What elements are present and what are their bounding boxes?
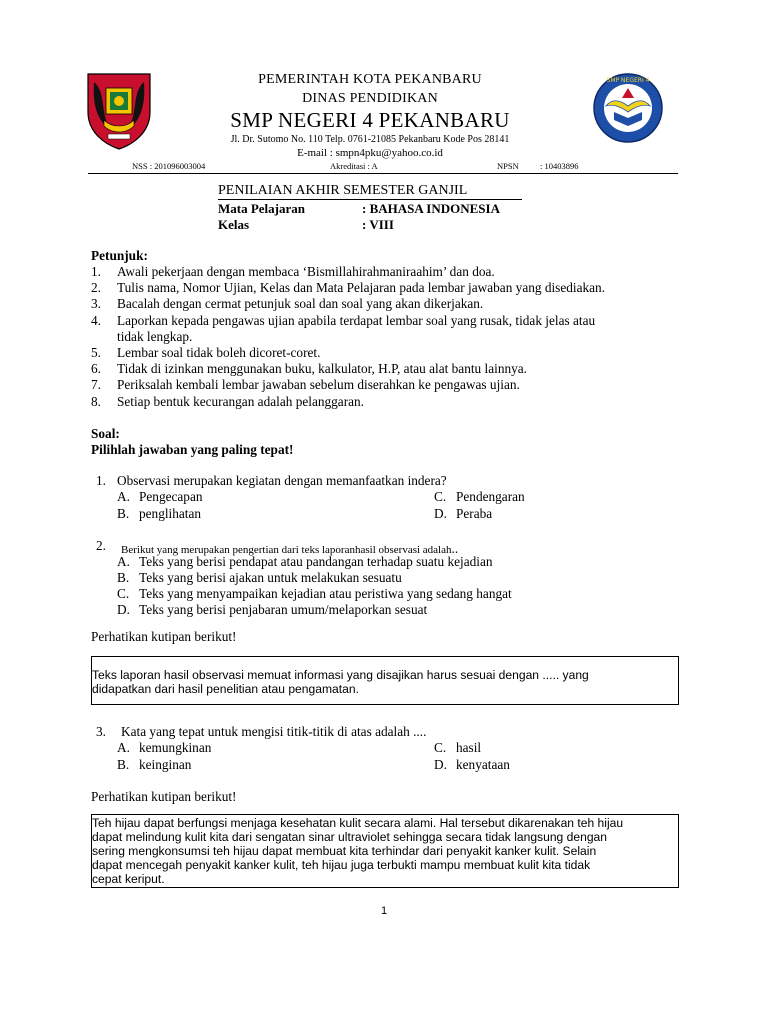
header-government: PEMERINTAH KOTA PEKANBARU — [258, 72, 482, 87]
excerpt-box — [91, 656, 679, 705]
instruction-number: 3. — [91, 296, 101, 311]
instruction-text: Tulis nama, Nomor Ujian, Kelas dan Mata Pelajaran pada lembar jawaban yang disediakan. — [117, 280, 606, 295]
header-nss: NSS : 201096003004 — [132, 161, 206, 171]
question-number: 3. — [96, 724, 106, 739]
emblem-text: SMP NEGERI 4 — [606, 77, 650, 84]
excerpt-intro: Perhatikan kutipan berikut! — [91, 789, 237, 804]
instruction-number: 7. — [91, 377, 101, 392]
instruction-continuation: tidak lengkap. — [117, 329, 193, 344]
option-letter: D. — [434, 757, 447, 772]
excerpt-line: Teks laporan hasil observasi memuat informasi yang disajikan harus sesuai dengan ..... yang — [92, 668, 589, 682]
instruction-number: 8. — [91, 394, 101, 409]
header-address: Jl. Dr. Sutomo No. 110 Telp. 0761-21085 Pekanbaru Kode Pos 28141 — [230, 134, 510, 145]
answer-option-d[interactable] — [434, 506, 492, 522]
option-letter: B. — [117, 757, 130, 772]
excerpt-line: dapat mencegah penyakit kanker kulit, teh hijau juga terbukti mampu membuat kulit kita tidak — [92, 858, 591, 872]
answer-option-b[interactable] — [117, 570, 402, 586]
instruction-number: 5. — [91, 345, 101, 360]
question-number: 2. — [96, 538, 106, 553]
option-text: keinginan — [139, 757, 192, 772]
instruction-number: 1. — [91, 264, 101, 279]
option-text: Pengecapan — [139, 489, 203, 504]
instruction-text: Setiap bentuk kecurangan adalah pelanggaran. — [117, 394, 364, 409]
question-text: Observasi merupakan kegiatan dengan memanfaatkan indera? — [117, 473, 447, 488]
instruction-item — [91, 264, 691, 280]
class-label: Kelas — [218, 217, 250, 232]
header-npsn-label: NPSN — [497, 161, 519, 171]
option-text: Teks yang berisi penjabaran umum/melaporkan sesuat — [139, 602, 428, 617]
excerpt-line: didapatkan dari hasil penelitian atau pengamatan. — [92, 682, 359, 696]
question-text-end: .. — [451, 541, 459, 556]
question-text: Berikut yang merupakan pengertian dari teks laporanhasil observasi adalah — [121, 544, 452, 556]
instruction-text: Lembar soal tidak boleh dicoret-coret. — [117, 345, 321, 360]
excerpt-line: sering mengkonsumsi teh hijau dapat membuat kita terhindar dari penyakit kanker kulit. Selain — [92, 844, 597, 858]
instruction-text: Periksalah kembali lembar jawaban sebelum diserahkan ke pengawas ujian. — [117, 377, 520, 392]
option-letter: C. — [117, 586, 130, 601]
header-department: DINAS PENDIDIKAN — [302, 91, 438, 106]
option-letter: D. — [434, 506, 447, 521]
header-npsn-value: : 10403896 — [540, 161, 579, 171]
excerpt-line: cepat keriput. — [92, 872, 165, 886]
answer-option-a[interactable] — [117, 740, 211, 756]
header-email: E-mail : smpn4pku@yahoo.co.id — [297, 147, 443, 159]
option-letter: B. — [117, 570, 130, 585]
excerpt-line: dapat melindung kulit kita dari sengatan sinar ultraviolet sehingga secara tidak langsung dengan — [92, 830, 607, 844]
question-text: Kata yang tepat untuk mengisi titik-titik di atas adalah .... — [121, 724, 427, 739]
option-text: penglihatan — [139, 506, 202, 521]
answer-option-c[interactable] — [434, 489, 525, 505]
header-accreditation: Akreditasi : A — [330, 161, 378, 171]
instruction-text: Bacalah dengan cermat petunjuk soal dan soal yang akan dikerjakan. — [117, 296, 484, 311]
subject-label: Mata Pelajaran — [218, 201, 306, 216]
answer-option-d[interactable] — [117, 602, 427, 618]
header-rule — [88, 173, 678, 174]
option-letter: D. — [117, 602, 130, 617]
soal-heading: Soal: — [91, 426, 120, 441]
excerpt-box — [91, 814, 679, 888]
excerpt-intro: Perhatikan kutipan berikut! — [91, 629, 237, 644]
question-number: 1. — [96, 473, 106, 488]
school-emblem-logo — [592, 72, 664, 144]
option-text: kenyataan — [456, 757, 510, 772]
subject-value: : BAHASA INDONESIA — [362, 201, 500, 216]
option-letter: A. — [117, 554, 130, 569]
instruction-text: Awali pekerjaan dengan membaca ‘Bismillahirahmaniraahim’ dan doa. — [117, 264, 495, 279]
instructions-heading: Petunjuk: — [91, 248, 148, 263]
page-number: 1 — [380, 905, 388, 917]
exam-title: PENILAIAN AKHIR SEMESTER GANJIL — [218, 183, 468, 198]
answer-option-c[interactable] — [434, 740, 481, 756]
instruction-text: Tidak di izinkan menggunakan buku, kalkulator, H.P, atau alat bantu lainnya. — [117, 361, 527, 376]
option-text: Teks yang berisi pendapat atau pandangan terhadap suatu kejadian — [139, 554, 493, 569]
instruction-number: 6. — [91, 361, 101, 376]
instruction-item — [91, 280, 711, 296]
option-letter: A. — [117, 489, 130, 504]
instruction-item — [91, 377, 691, 393]
answer-option-c[interactable] — [117, 586, 512, 602]
option-text: Pendengaran — [456, 489, 525, 504]
instruction-number: 2. — [91, 280, 101, 295]
instruction-text: Laporkan kepada pengawas ujian apabila terdapat lembar soal yang rusak, tidak jelas atau — [117, 313, 596, 328]
answer-option-a[interactable] — [117, 489, 203, 505]
instruction-item — [91, 313, 691, 329]
option-letter: A. — [117, 740, 130, 755]
instruction-item — [91, 345, 691, 361]
answer-option-b[interactable] — [117, 757, 191, 773]
option-text: Peraba — [456, 506, 493, 521]
class-value: : VIII — [362, 217, 394, 232]
answer-option-b[interactable] — [117, 506, 201, 522]
answer-option-d[interactable] — [434, 757, 510, 773]
option-text: Teks yang menyampaikan kejadian atau peristiwa yang sedang hangat — [139, 586, 512, 601]
header-school-name: SMP NEGERI 4 PEKANBARU — [230, 108, 510, 132]
option-text: hasil — [456, 740, 482, 755]
answer-option-a[interactable] — [117, 554, 493, 570]
exam-title-underline — [218, 199, 522, 200]
instruction-item — [91, 361, 691, 377]
option-text: Teks yang berisi ajakan untuk melakukan sesuatu — [139, 570, 402, 585]
option-letter: B. — [117, 506, 130, 521]
soal-subheading: Pilihlah jawaban yang paling tepat! — [91, 442, 294, 457]
instruction-number: 4. — [91, 313, 101, 328]
instruction-item — [91, 394, 691, 410]
option-letter: C. — [434, 489, 447, 504]
instruction-item — [91, 296, 691, 312]
city-crest-logo — [86, 72, 152, 150]
option-letter: C. — [434, 740, 447, 755]
option-text: kemungkinan — [139, 740, 212, 755]
excerpt-line: Teh hijau dapat berfungsi menjaga kesehatan kulit secara alami. Hal tersebut dikarenakan teh hijau — [92, 816, 624, 830]
